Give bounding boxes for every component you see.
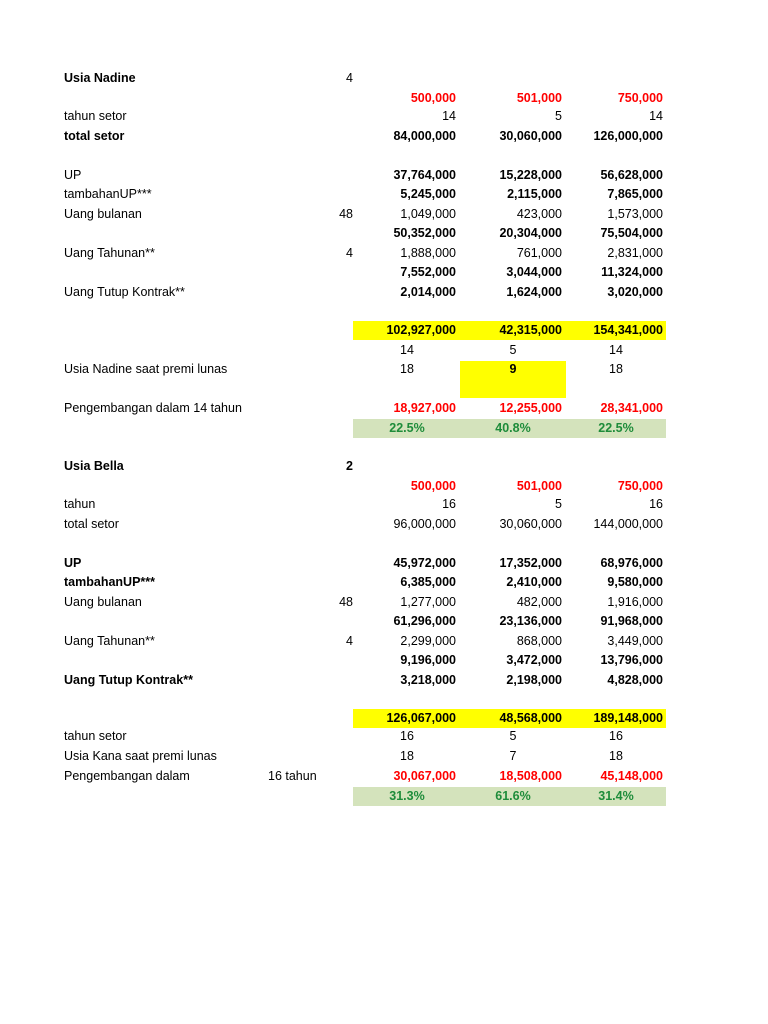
value-cell: 68,976,000: [600, 556, 663, 570]
bella-bulanan-row: [0, 593, 768, 612]
row-label: Uang bulanan: [64, 207, 142, 221]
row-label: UP: [64, 556, 82, 570]
value-cell: 1,277,000: [400, 595, 456, 609]
nadine-tahun-setor-row: [0, 107, 768, 126]
total-cell: 102,927,000: [386, 323, 456, 337]
row-label: tambahanUP***: [64, 187, 152, 201]
value-cell: 96,000,000: [393, 517, 456, 531]
value-cell: 18,927,000: [393, 401, 456, 415]
bella-premium-row: [0, 477, 768, 496]
value-cell: 18: [400, 749, 414, 763]
bella-tutup-row: [0, 671, 768, 690]
row-label: Uang Tutup Kontrak**: [64, 673, 193, 687]
value-cell: 7,865,000: [607, 187, 663, 201]
value-cell: 15,228,000: [499, 168, 562, 182]
premium-cell: 750,000: [617, 91, 663, 105]
value-cell: 7: [509, 749, 517, 763]
nadine-lunas-row: [0, 360, 768, 379]
total-cell: 48,568,000: [499, 711, 562, 725]
bella-tahunan-row: [0, 632, 768, 651]
value-cell: 30,060,000: [499, 517, 562, 531]
value-cell: 3,020,000: [607, 285, 663, 299]
value-cell: 23,136,000: [499, 614, 562, 628]
value-cell: 5: [555, 497, 562, 511]
bella-percent-row: [0, 787, 768, 806]
value-cell: 18,508,000: [499, 769, 562, 783]
nadine-up-row: [0, 166, 768, 185]
multiplier: 4: [346, 246, 353, 260]
row-label: total setor: [64, 129, 125, 143]
value-cell: 7,552,000: [400, 265, 456, 279]
row-label: total setor: [64, 517, 119, 531]
pengembangan-years: 16 tahun: [268, 769, 317, 783]
value-cell: 75,504,000: [600, 226, 663, 240]
value-cell: 1,573,000: [607, 207, 663, 221]
value-cell: 3,218,000: [400, 673, 456, 687]
value-cell: 50,352,000: [393, 226, 456, 240]
percent-cell: 31.4%: [598, 789, 634, 803]
premium-cell: 500,000: [410, 479, 456, 493]
bella-pengembangan-row: [0, 767, 768, 786]
bella-total-setor-row: [0, 515, 768, 534]
value-cell: 30,067,000: [393, 769, 456, 783]
value-cell: 61,296,000: [393, 614, 456, 628]
bella-title-row: [0, 457, 768, 476]
value-cell: 423,000: [516, 207, 562, 221]
value-cell: 11,324,000: [601, 265, 663, 279]
value-cell: 13,796,000: [600, 653, 663, 667]
value-cell: 2,115,000: [507, 187, 562, 201]
value-cell: 3,044,000: [506, 265, 562, 279]
nadine-tutup-row: [0, 283, 768, 302]
row-label: Uang bulanan: [64, 595, 142, 609]
value-cell: 45,972,000: [393, 556, 456, 570]
percent-cell: 61.6%: [495, 789, 531, 803]
value-cell: 14: [649, 109, 663, 123]
value-cell: 1,624,000: [506, 285, 562, 299]
value-cell: 18: [609, 362, 623, 376]
row-label: tahun setor: [64, 729, 127, 743]
percent-cell: 22.5%: [389, 421, 425, 435]
value-cell: 2,299,000: [400, 634, 456, 648]
nadine-pengembangan-row: [0, 399, 768, 418]
value-cell: 5: [555, 109, 562, 123]
bella-lunas-row: [0, 747, 768, 766]
row-label: Usia Kana saat premi lunas: [64, 749, 217, 763]
bella-up-row: [0, 554, 768, 573]
value-cell: 3,472,000: [506, 653, 562, 667]
value-cell: 16: [649, 497, 663, 511]
bella-tahun-row: [0, 495, 768, 514]
nadine-title-row: [0, 69, 768, 88]
value-cell: 5,245,000: [400, 187, 456, 201]
percent-cell: 40.8%: [495, 421, 531, 435]
value-cell: 6,385,000: [400, 575, 456, 589]
value-cell: 16: [400, 729, 414, 743]
value-cell: 14: [442, 109, 456, 123]
nadine-total-setor-row: [0, 127, 768, 146]
premium-cell: 500,000: [410, 91, 456, 105]
value-cell: 9,196,000: [400, 653, 456, 667]
value-cell: 2,014,000: [400, 285, 456, 299]
value-cell: 16: [609, 729, 623, 743]
value-cell: 2,410,000: [506, 575, 562, 589]
row-label: Uang Tahunan**: [64, 634, 155, 648]
nadine-years-row: [0, 341, 768, 360]
value-cell: 14: [609, 343, 623, 357]
value-cell: 18: [400, 362, 414, 376]
value-cell: 1,916,000: [607, 595, 663, 609]
value-cell: 2,831,000: [607, 246, 663, 260]
row-label: Uang Tutup Kontrak**: [64, 285, 185, 299]
nadine-percent-row: [0, 419, 768, 438]
total-cell: 189,148,000: [593, 711, 663, 725]
value-cell: 761,000: [516, 246, 562, 260]
value-cell: 16: [442, 497, 456, 511]
total-cell: 42,315,000: [499, 323, 562, 337]
value-cell: 20,304,000: [499, 226, 562, 240]
nadine-grand-total-row: [0, 321, 768, 340]
premium-cell: 750,000: [617, 479, 663, 493]
value-cell: 28,341,000: [600, 401, 663, 415]
nadine-tahunan-total-row: [0, 263, 768, 282]
value-cell: 126,000,000: [593, 129, 663, 143]
row-label: tahun: [64, 497, 96, 511]
percent-cell: 31.3%: [389, 789, 425, 803]
row-label: Pengembangan dalam: [64, 769, 190, 783]
row-label: tahun setor: [64, 109, 127, 123]
value-cell: 1,888,000: [400, 246, 456, 260]
value-cell: 30,060,000: [499, 129, 562, 143]
value-cell: 18: [609, 749, 623, 763]
value-cell: 37,764,000: [393, 168, 456, 182]
total-cell: 126,067,000: [386, 711, 456, 725]
multiplier: 48: [339, 595, 353, 609]
value-cell: 144,000,000: [593, 517, 663, 531]
value-cell: 1,049,000: [400, 207, 456, 221]
value-cell: 5: [509, 729, 517, 743]
row-label: UP: [64, 168, 82, 182]
nadine-title: Usia Nadine: [64, 71, 136, 85]
bella-age: 2: [346, 459, 353, 473]
nadine-tambahan-row: [0, 185, 768, 204]
bella-title: Usia Bella: [64, 459, 124, 473]
nadine-age: 4: [346, 71, 353, 85]
bella-tahunan-total-row: [0, 651, 768, 670]
row-label: Uang Tahunan**: [64, 246, 155, 260]
percent-cell: 22.5%: [598, 421, 634, 435]
value-cell: 9,580,000: [607, 575, 663, 589]
multiplier: 48: [339, 207, 353, 221]
value-cell: 9: [509, 362, 517, 376]
value-cell: 17,352,000: [499, 556, 562, 570]
value-cell: 4,828,000: [607, 673, 663, 687]
value-cell: 5: [509, 343, 517, 357]
value-cell: 56,628,000: [600, 168, 663, 182]
value-cell: 12,255,000: [499, 401, 562, 415]
bella-tahun-setor-row: [0, 727, 768, 746]
value-cell: 91,968,000: [600, 614, 663, 628]
bella-tambahan-row: [0, 573, 768, 592]
bella-grand-total-row: [0, 709, 768, 728]
nadine-tahunan-row: [0, 244, 768, 263]
premium-cell: 501,000: [516, 91, 562, 105]
premium-cell: 501,000: [516, 479, 562, 493]
multiplier: 4: [346, 634, 353, 648]
value-cell: 45,148,000: [600, 769, 663, 783]
nadine-bulanan-row: [0, 205, 768, 224]
value-cell: 3,449,000: [607, 634, 663, 648]
nadine-bulanan-total-row: [0, 224, 768, 243]
bella-bulanan-total-row: [0, 612, 768, 631]
row-label: tambahanUP***: [64, 575, 155, 589]
total-cell: 154,341,000: [593, 323, 663, 337]
value-cell: 14: [400, 343, 414, 357]
row-label: Usia Nadine saat premi lunas: [64, 362, 228, 376]
value-cell: 84,000,000: [393, 129, 456, 143]
row-label: Pengembangan dalam 14 tahun: [64, 401, 242, 415]
nadine-premium-row: [0, 89, 768, 108]
value-cell: 2,198,000: [506, 673, 562, 687]
value-cell: 482,000: [516, 595, 562, 609]
value-cell: 868,000: [516, 634, 562, 648]
